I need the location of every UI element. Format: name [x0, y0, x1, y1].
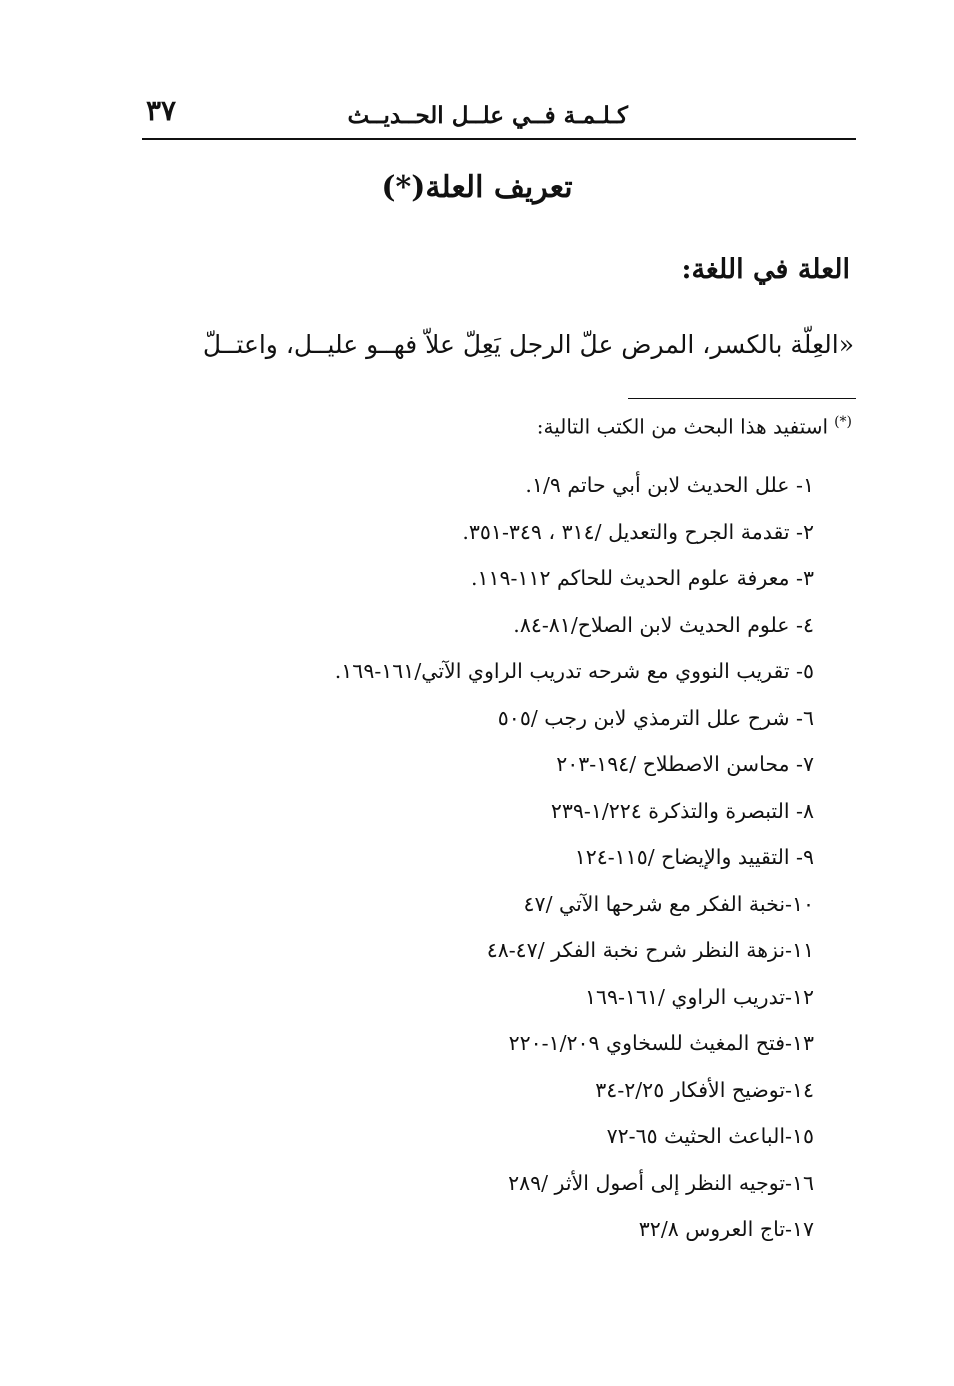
source-item: ٣- معرفة علوم الحديث للحاكم ١١٢-١١٩. — [470, 566, 814, 590]
source-item: ١٠-نخبة الفكر مع شرحها الآتي /٤٧ — [523, 891, 814, 916]
source-item: ٧- محاسن الاصطلاح /١٩٤-٢٠٣ — [556, 752, 814, 776]
source-item: ١٧-تاج العروس ٣٢/٨ — [638, 1217, 814, 1241]
sub-heading: العلة في اللغة: — [681, 254, 850, 285]
source-item: ١٢-تدريب الراوي /١٦١-١٦٩ — [584, 984, 814, 1009]
source-item: ٩- التقييد والإيضاح /١١٥-١٢٤ — [574, 845, 814, 869]
source-item: ١٤-توضيح الأفكار ٢/٢٥-٣٤ — [595, 1077, 814, 1102]
running-title: كـلـمـة فــي علــل الحــديــث — [347, 102, 628, 129]
page-header — [142, 92, 856, 140]
source-item: ١- علل الحديث لابن أبي حاتم ١/٩. — [525, 473, 814, 497]
source-item: ١٣-فتح المغيث للسخاوي ١/٢٠٩-٢٢٠ — [508, 1031, 814, 1055]
body-paragraph: «العِلّة بالكسر، المرض علّ الرجل يَعِلّ علاّ فهــو عليــل، واعتــلّ — [202, 330, 854, 359]
source-item: ٥- تقريب النووي مع شرحه تدريب الراوي الآتي/١٦١-١٦٩. — [334, 659, 814, 683]
source-item: ١١-نزهة النظر شرح نخبة الفكر /٤٧-٤٨ — [486, 938, 814, 962]
footnote-marker: (*) — [834, 414, 852, 430]
page-number: ٣٧ — [146, 94, 177, 127]
source-item: ٦- شرح علل الترمذي لابن رجب /٥٠٥ — [497, 705, 814, 730]
footnote-intro — [537, 414, 852, 439]
source-item: ٢- تقدمة الجرح والتعديل /٣١٤ ، ٣٤٩-٣٥١. — [462, 519, 814, 544]
footnote-separator — [628, 398, 856, 399]
source-item: ٤- علوم الحديث لابن الصلاح/٨١-٨٤. — [513, 612, 814, 637]
sources-list — [335, 462, 814, 1253]
source-item: ١٦-توجيه النظر إلى أصول الأثر /٢٨٩ — [508, 1170, 814, 1195]
footnote-intro-text: استفيد هذا البحث من الكتب التالية: — [536, 414, 829, 439]
section-title: تعريف العلة(*) — [381, 170, 573, 205]
source-item: ٨- التبصرة والتذكرة ١/٢٢٤-٢٣٩ — [550, 798, 814, 823]
source-item: ١٥-الباعث الحثيث ٦٥-٧٢ — [606, 1124, 814, 1148]
